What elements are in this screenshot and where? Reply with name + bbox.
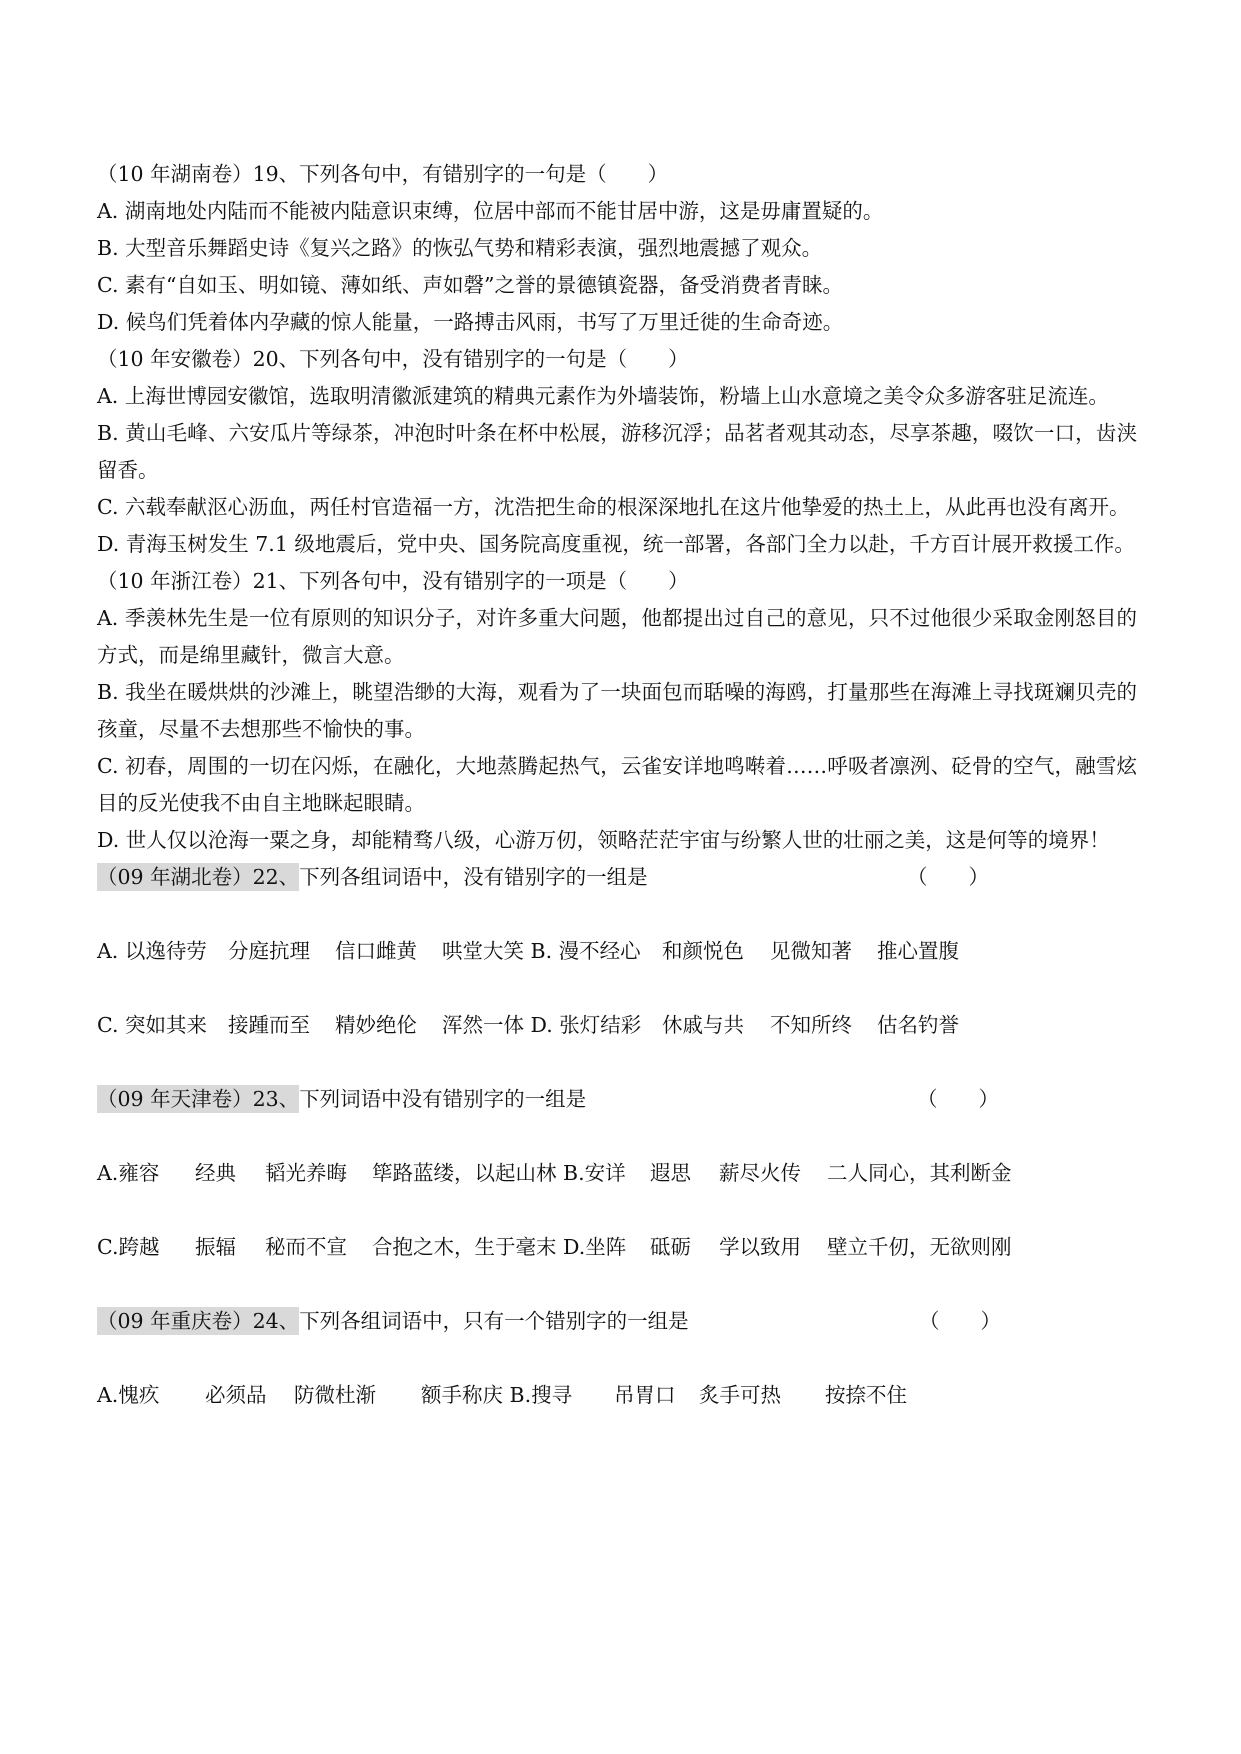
question-20-option-b: B. 黄山毛峰、六安瓜片等绿茶，冲泡时叶条在杯中松展，游移沉浮；品茗者观其动态，尽享茶趣，啜饮一口，齿浃留香。: [97, 421, 1137, 482]
question-23-row-2-item: 学以致用: [719, 1235, 801, 1259]
question-23-stem-line: [97, 1081, 1147, 1118]
question-24-stem-line: [97, 1303, 1147, 1340]
question-19-option-a: A. 湖南地处内陆而不能被内陆意识束缚，位居中部而不能甘居中游，这是毋庸置疑的。: [97, 199, 884, 223]
question-23-row-2-item: 秘而不宣: [265, 1235, 347, 1259]
question-22-row-1-item: 分庭抗理: [228, 939, 310, 963]
question-21-option-d: D. 世人仅以沧海一粟之身，却能精骛八级，心游万仞，领略茫茫宇宙与纷繁人世的壮丽之美，这是何等的境界！: [97, 828, 1110, 852]
question-23-source-highlight: （09 年天津卷）23、: [97, 1087, 300, 1111]
question-24-row-1-item: 吊胃口: [614, 1383, 676, 1407]
question-23-row-2-item: 合抱之木，生于毫末 D.坐阵: [372, 1235, 627, 1259]
question-22-row-1-item: A. 以逸待劳: [97, 939, 207, 963]
question-23-row-1-item: 遐思: [650, 1161, 691, 1185]
question-19-option-d: D. 候鸟们凭着体内孕藏的惊人能量，一路搏击风雨，书写了万里迁徙的生命奇迹。: [97, 310, 844, 334]
question-24-row-1-item: 按捺不住: [825, 1383, 907, 1407]
question-19-option-b: B. 大型音乐舞蹈史诗《复兴之路》的恢弘气势和精彩表演，强烈地震撼了观众。: [97, 236, 823, 260]
question-23-row-2-item: 振辐: [195, 1235, 236, 1259]
question-24-answer-paren: （ ）: [919, 1309, 1001, 1333]
question-22-row-2: [97, 1007, 1147, 1044]
question-22-row-1-item: 哄堂大笑 B. 漫不经心: [442, 939, 641, 963]
question-21-stem: （10 年浙江卷）21、下列各句中，没有错别字的一项是（ ）: [97, 569, 689, 593]
question-23-row-2-item: 砥砺: [650, 1235, 691, 1259]
question-22-row-1-item: 信口雌黄: [335, 939, 417, 963]
question-20-option-a: A. 上海世博园安徽馆，选取明清徽派建筑的精典元素作为外墙装饰，粉墙上山水意境之美令众多游客驻足流连。: [97, 384, 1109, 408]
question-23-row-2-item: C.跨越: [97, 1235, 160, 1259]
question-22-row-2-item: 浑然一体 D. 张灯结彩: [442, 1013, 642, 1037]
question-22-source-highlight: （09 年湖北卷）22、: [97, 865, 300, 889]
question-22-row-2-item: 休戚与共: [662, 1013, 744, 1037]
question-23-row-1: [97, 1155, 1147, 1192]
question-23-row-1-item: A.雍容: [97, 1161, 160, 1185]
question-24-stem: 下列各组词语中，只有一个错别字的一组是: [299, 1309, 689, 1333]
question-22-row-1-item: 见微知著: [770, 939, 852, 963]
question-19-stem: （10 年湖南卷）19、下列各句中，有错别字的一句是（ ）: [97, 162, 669, 186]
question-22-answer-paren: （ ）: [907, 865, 989, 889]
question-22-row-1-item: 和颜悦色: [662, 939, 744, 963]
question-23-row-1-item: 薪尽火传: [719, 1161, 801, 1185]
question-23-answer-paren: （ ）: [917, 1087, 999, 1111]
question-22-row-2-item: 估名钓誉: [877, 1013, 959, 1037]
question-22-row-2-item: 不知所终: [770, 1013, 852, 1037]
question-23-row-1-item: 韬光养晦: [265, 1161, 347, 1185]
question-23-row-1-item: 二人同心，其利断金: [827, 1161, 1012, 1185]
question-22-row-2-item: 精妙绝伦: [335, 1013, 417, 1037]
question-24-row-1-item: 炙手可热: [699, 1383, 781, 1407]
document-page: [97, 156, 1147, 1414]
question-20-option-c: C. 六载奉献沤心沥血，两任村官造福一方，沈浩把生命的根深深地扎在这片他挚爱的热土上，从此再也没有离开。: [97, 495, 1130, 519]
question-19-option-c: C. 素有“自如玉、明如镜、薄如纸、声如磬”之誉的景德镇瓷器，备受消费者青睐。: [97, 273, 843, 297]
question-23-stem: 下列词语中没有错别字的一组是: [299, 1087, 587, 1111]
question-24-row-1-item: 防微杜渐: [294, 1383, 376, 1407]
question-21-option-a: A. 季羡林先生是一位有原则的知识分子，对许多重大问题，他都提出过自己的意见，只不过他很少采取金刚怒目的方式，而是绵里藏针，微言大意。: [97, 606, 1137, 667]
question-24-row-1-item: 必须品: [205, 1383, 267, 1407]
question-22-stem-line: [97, 859, 1147, 896]
question-23-row-2-item: 壁立千仞，无欲则刚: [827, 1235, 1012, 1259]
question-20-stem: （10 年安徽卷）20、下列各句中，没有错别字的一句是（ ）: [97, 347, 689, 371]
question-22-stem: 下列各组词语中，没有错别字的一组是: [299, 865, 648, 889]
question-21-option-b: B. 我坐在暖烘烘的沙滩上，眺望浩缈的大海，观看为了一块面包而聒噪的海鸥，打量那些在海滩上寻找斑斓贝壳的孩童，尽量不去想那些不愉快的事。: [97, 680, 1137, 741]
question-23-row-1-item: 经典: [195, 1161, 236, 1185]
question-21-option-c: C. 初春，周围的一切在闪烁，在融化，大地蒸腾起热气，云雀安详地鸣啭着……呼吸者凛洌、砭骨的空气，融雪炫目的反光使我不由自主地眯起眼睛。: [97, 754, 1137, 815]
question-20-option-d: D. 青海玉树发生 7.1 级地震后，党中央、国务院高度重视，统一部署，各部门全力以赴，千方百计展开救援工作。: [97, 532, 1135, 556]
question-24-row-1-item: A.愧疚: [97, 1383, 160, 1407]
question-22-row-2-item: 接踵而至: [228, 1013, 310, 1037]
question-22-row-1-item: 推心置腹: [877, 939, 959, 963]
question-24-row-1: [97, 1377, 1147, 1414]
question-22-row-1: [97, 933, 1147, 970]
question-24-row-1-item: 额手称庆 B.搜寻: [421, 1383, 573, 1407]
question-23-row-1-item: 筚路蓝缕，以起山林 B.安详: [372, 1161, 626, 1185]
question-24-source-highlight: （09 年重庆卷）24、: [97, 1309, 300, 1333]
question-23-row-2: [97, 1229, 1147, 1266]
question-22-row-2-item: C. 突如其来: [97, 1013, 207, 1037]
